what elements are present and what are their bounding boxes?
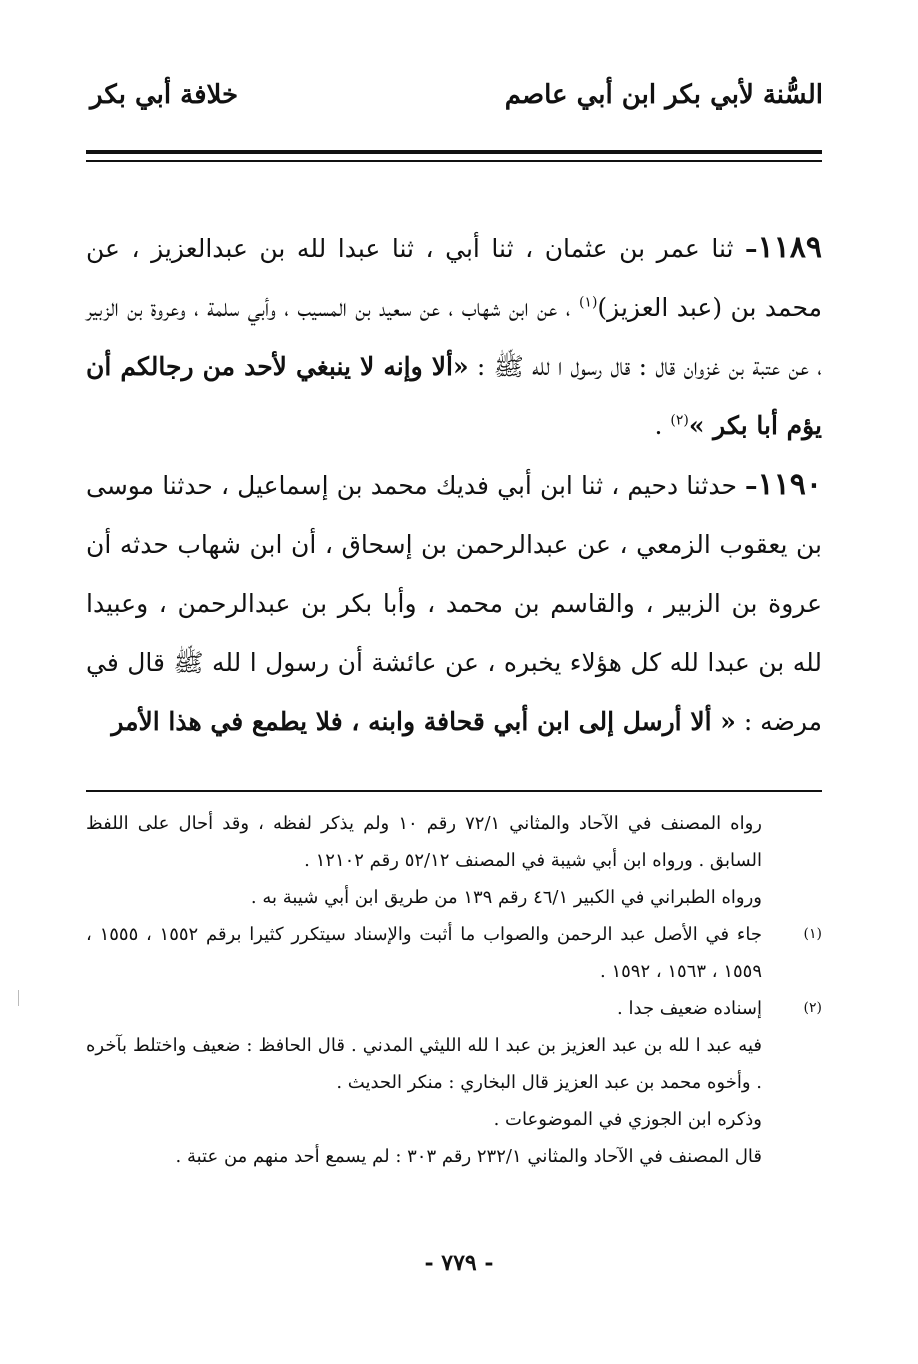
header-rule-thin [86, 160, 822, 162]
footnote-line: إسناده ضعيف جدا . [617, 998, 762, 1019]
hadith-1190 [86, 455, 822, 751]
footnote-ref: (٢) [670, 412, 689, 429]
hadith-isnad: ثنا عمر بن عثمان ، ثنا أبي ، ثنا عبدا لله بن عبدالعزيز ، عن محمد بن (عبد العزيز) [86, 234, 822, 322]
footnote-line: رواه المصنف في الآحاد والمثاني ٧٢/١ رقم ١٠ ولم يذكر لفظه ، وقد أحال على اللفظ السابق . ورواه ابن أبي شيبة في المصنف ٥٢/١٢ رقم ١٢١٠٢ . [86, 813, 762, 871]
running-header [90, 70, 823, 120]
hadith-1189 [86, 218, 822, 455]
footnotes [86, 805, 822, 1175]
hadith-end: . [654, 411, 671, 440]
footnote-separator [86, 790, 822, 792]
footnote-1 [86, 916, 822, 990]
footnote-preamble [86, 805, 822, 916]
hadith-number: ١١٨٩ [757, 230, 822, 265]
footnote-line: جاء في الأصل عبد الرحمن والصواب ما أثبت والإسناد سيتكرر كثيرا برقم ١٥٥٢ ، ١٥٥٥ ، ١٥٥٩ ، ١٥٦٣ ، ١٥٩٢ . [86, 924, 762, 982]
book-title: السُّنة لأبي بكر ابن أبي عاصم [504, 80, 823, 110]
footnote-line: ورواه الطبراني في الكبير ٤٦/١ رقم ١٣٩ من طريق ابن أبي شيبة به . [250, 887, 762, 908]
main-text [86, 218, 822, 751]
footnote-mark: (٢) [803, 1000, 822, 1016]
hadith-matn: « ألا أرسل إلى ابن أبي قحافة وابنه ، فلا يطمع في هذا الأمر [111, 707, 736, 736]
page-number: - ٧٧٩ - [424, 1250, 494, 1276]
footnote-mark: (١) [803, 926, 822, 942]
footnote-2 [86, 990, 822, 1175]
footnote-line: وذكره ابن الجوزي في الموضوعات . [493, 1109, 762, 1130]
chapter-title: خلافة أبي بكر [90, 80, 239, 110]
scan-artifact [18, 990, 19, 1006]
hadith-dash: – [745, 234, 758, 263]
hadith-number: ١١٩٠ [757, 467, 822, 502]
header-rule-thick [86, 150, 822, 154]
hadith-isnad-continued: ، عن ابن شهاب ، عن سعيد بن المسيب ، وأبي سلمة ، وعروة بن الزبير ، عن عتبة بن غزوان قال : قال رسول ا لله ﷺ : [86, 293, 822, 381]
footnote-line: فيه عبد ا لله بن عبد العزيز بن عبد ا لله الليثي المدني . قال الحافظ : ضعيف واختلط بآخره . وأخوه محمد بن عبد العزيز قال البخاري : منكر الحديث . [86, 1035, 762, 1093]
hadith-dash: – [745, 471, 758, 500]
hadith-matn: «ألا وإنه لا ينبغي لأحد من رجالكم أن يؤم أبا بكر » [86, 352, 822, 440]
hadith-isnad: حدثنا دحيم ، ثنا ابن أبي فديك محمد بن إسماعيل ، حدثنا موسى بن يعقوب الزمعي ، عن عبدالرحمن بن إسحاق ، أن ابن شهاب حدثه أن عروة بن الزبير ، والقاسم بن محمد ، وأبا بكر بن عبدالرحمن ، وعبيدا لله بن عبدا لله كل هؤلاء يخبره ، عن عائشة أن رسول ا لله ﷺ قال في مرضه : [86, 471, 822, 736]
footnote-ref: (١) [578, 294, 598, 311]
footnote-line: قال المصنف في الآحاد والمثاني ٢٣٢/١ رقم ٣٠٣ : لم يسمع أحد منهم من عتبة . [175, 1146, 762, 1167]
